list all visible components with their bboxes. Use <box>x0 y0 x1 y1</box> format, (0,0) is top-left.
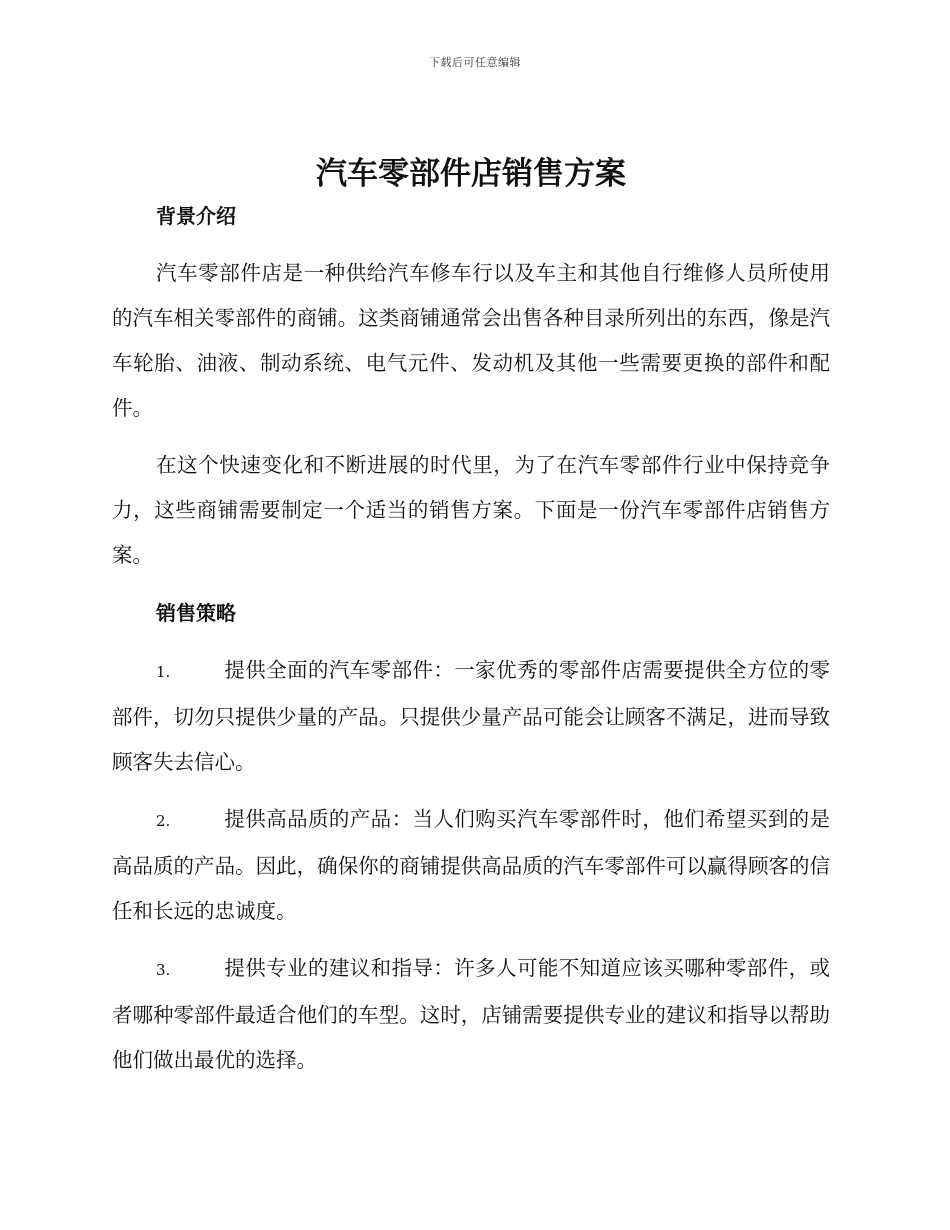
strategy-item-2 <box>112 797 830 934</box>
section-heading-background: 背景介绍 <box>156 204 236 228</box>
background-paragraph-2: 在这个快速变化和不断进展的时代里，为了在汽车零部件行业中保持竞争力，这些商铺需要制定一个适当的销售方案。下面是一份汽车零部件店销售方案。 <box>112 453 830 567</box>
strategy-list <box>112 648 830 1083</box>
section-heading-strategy: 销售策略 <box>156 601 236 625</box>
background-paragraph-1: 汽车零部件店是一种供给汽车修车行以及车主和其他自行维修人员所使用的汽车相关零部件的商铺。这类商铺通常会出售各种目录所列出的东西，像是汽车轮胎、油液、制动系统、电气元件、发动机及其他一些需要更换的部件和配件。 <box>112 261 830 420</box>
list-number: 3. <box>156 961 171 979</box>
header-note: 下载后可任意编辑 <box>429 56 521 69</box>
list-number: 2. <box>156 812 171 830</box>
list-item-text: 提供全面的汽车零部件：一家优秀的零部件店需要提供全方位的零部件，切勿只提供少量的产品。只提供少量产品可能会让顾客不满足，进而导致顾客失去信心。 <box>112 658 830 774</box>
strategy-item-1 <box>112 648 830 785</box>
list-item-text: 提供高品质的产品：当人们购买汽车零部件时，他们希望买到的是高品质的产品。因此，确保你的商铺提供高品质的汽车零部件可以赢得顾客的信任和长远的忠诚度。 <box>112 807 830 923</box>
list-item-text: 提供专业的建议和指导：许多人可能不知道应该买哪种零部件，或者哪种零部件最适合他们的车型。这时，店铺需要提供专业的建议和指导以帮助他们做出最优的选择。 <box>112 956 830 1072</box>
document-title: 汽车零部件店销售方案 <box>316 156 626 192</box>
document-body <box>112 148 830 1083</box>
strategy-item-3 <box>112 946 830 1083</box>
list-number: 1. <box>156 663 171 681</box>
